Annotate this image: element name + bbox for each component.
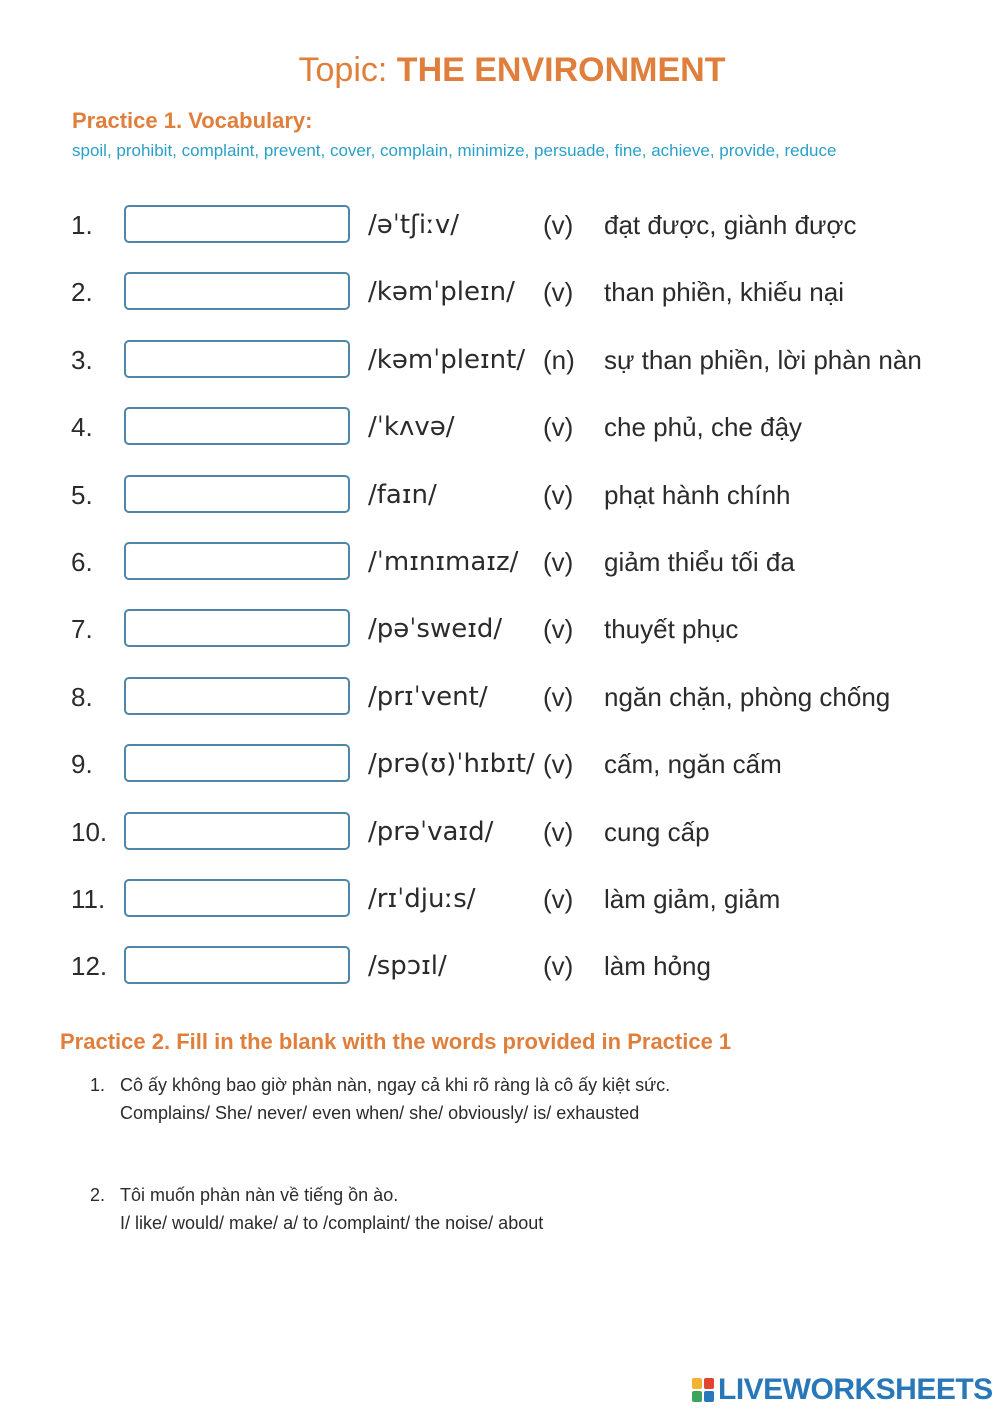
vocab-row bbox=[0, 879, 1000, 919]
vocab-meaning: cấm, ngăn cấm bbox=[604, 749, 782, 779]
vocab-row bbox=[0, 812, 1000, 852]
vocab-ipa: /prɪˈvent/ bbox=[368, 682, 488, 712]
vocab-part-of-speech: (v) bbox=[543, 480, 574, 510]
practice1-heading: Practice 1. Vocabulary: bbox=[72, 108, 313, 133]
vocab-answer-input[interactable] bbox=[124, 475, 350, 513]
vocab-row bbox=[0, 677, 1000, 717]
vocab-answer-input[interactable] bbox=[124, 879, 350, 917]
vocab-answer-input[interactable] bbox=[124, 542, 350, 580]
vocab-part-of-speech: (v) bbox=[543, 884, 574, 914]
vocab-ipa: /prə(ʊ)ˈhɪbɪt/ bbox=[368, 749, 535, 779]
vocab-number: 6. bbox=[71, 547, 93, 577]
practice1-word-list: spoil, prohibit, complaint, prevent, cover, complain, minimize, persuade, fine, achieve, provide, reduce bbox=[72, 141, 837, 160]
vocab-part-of-speech: (v) bbox=[543, 412, 574, 442]
vocab-row bbox=[0, 609, 1000, 649]
practice2-heading: Practice 2. Fill in the blank with the words provided in Practice 1 bbox=[60, 1029, 732, 1054]
vocab-meaning: sự than phiền, lời phàn nàn bbox=[604, 345, 922, 375]
vocab-ipa: /kəmˈpleɪnt/ bbox=[368, 345, 526, 375]
exercise-vietnamese: Cô ấy không bao giờ phàn nàn, ngay cả khi rõ ràng là cô ấy kiệt sức. bbox=[120, 1075, 671, 1095]
vocab-meaning: làm giảm, giảm bbox=[604, 884, 781, 914]
vocab-ipa: /spɔɪl/ bbox=[368, 951, 447, 981]
exercise-prompt: I/ like/ would/ make/ a/ to /complaint/ the noise/ about bbox=[120, 1213, 544, 1233]
vocab-row bbox=[0, 272, 1000, 312]
vocab-part-of-speech: (v) bbox=[543, 951, 574, 981]
vocab-part-of-speech: (v) bbox=[543, 547, 574, 577]
vocab-ipa: /pəˈsweɪd/ bbox=[368, 614, 503, 644]
vocab-meaning: che phủ, che đậy bbox=[604, 412, 803, 442]
vocab-part-of-speech: (v) bbox=[543, 817, 574, 847]
vocab-meaning: cung cấp bbox=[604, 817, 710, 847]
vocab-answer-input[interactable] bbox=[124, 205, 350, 243]
vocab-number: 1. bbox=[71, 210, 93, 240]
vocab-row bbox=[0, 744, 1000, 784]
liveworksheets-logo bbox=[692, 1373, 993, 1407]
vocab-ipa: /prəˈvaɪd/ bbox=[368, 817, 494, 847]
vocab-part-of-speech: (v) bbox=[543, 749, 574, 779]
logo-mark-icon bbox=[692, 1378, 714, 1402]
vocab-ipa: /faɪn/ bbox=[368, 480, 437, 510]
exercise-number: 2. bbox=[90, 1185, 106, 1205]
vocab-ipa: /ˈmɪnɪmaɪz/ bbox=[368, 547, 519, 577]
vocab-answer-input[interactable] bbox=[124, 407, 350, 445]
exercise-vietnamese: Tôi muốn phàn nàn về tiếng ồn ào. bbox=[120, 1185, 399, 1205]
vocab-number: 9. bbox=[71, 749, 93, 779]
vocab-ipa: /ˈkʌvə/ bbox=[368, 412, 455, 442]
vocab-number: 7. bbox=[71, 614, 93, 644]
vocab-ipa: /kəmˈpleɪn/ bbox=[368, 277, 515, 307]
vocab-number: 10. bbox=[71, 817, 108, 847]
vocab-part-of-speech: (v) bbox=[543, 614, 574, 644]
vocab-meaning: phạt hành chính bbox=[604, 480, 791, 510]
vocab-number: 8. bbox=[71, 682, 93, 712]
vocab-meaning: than phiền, khiếu nại bbox=[604, 277, 844, 307]
vocab-answer-input[interactable] bbox=[124, 609, 350, 647]
vocab-meaning: làm hỏng bbox=[604, 951, 711, 981]
title-topic-label: Topic: bbox=[298, 51, 388, 89]
page-title bbox=[0, 48, 1000, 92]
vocab-answer-input[interactable] bbox=[124, 946, 350, 984]
vocab-meaning: đạt được, giành được bbox=[604, 210, 857, 240]
vocab-number: 3. bbox=[71, 345, 93, 375]
vocab-answer-input[interactable] bbox=[124, 812, 350, 850]
vocab-answer-input[interactable] bbox=[124, 677, 350, 715]
vocab-part-of-speech: (v) bbox=[543, 210, 574, 240]
vocab-number: 5. bbox=[71, 480, 93, 510]
vocab-meaning: giảm thiểu tối đa bbox=[604, 547, 795, 577]
vocab-part-of-speech: (v) bbox=[543, 682, 574, 712]
vocab-ipa: /əˈtʃiːv/ bbox=[368, 210, 459, 240]
exercise-prompt: Complains/ She/ never/ even when/ she/ obviously/ is/ exhausted bbox=[120, 1103, 640, 1123]
vocab-row bbox=[0, 407, 1000, 447]
vocab-part-of-speech: (v) bbox=[543, 277, 574, 307]
vocab-answer-input[interactable] bbox=[124, 340, 350, 378]
vocab-answer-input[interactable] bbox=[124, 744, 350, 782]
vocab-number: 4. bbox=[71, 412, 93, 442]
vocab-meaning: thuyết phục bbox=[604, 614, 739, 644]
vocab-part-of-speech: (n) bbox=[543, 345, 575, 375]
vocab-row bbox=[0, 340, 1000, 380]
vocab-number: 11. bbox=[71, 884, 106, 914]
vocab-ipa: /rɪˈdjuːs/ bbox=[368, 884, 476, 914]
vocab-number: 12. bbox=[71, 951, 108, 981]
vocab-row bbox=[0, 475, 1000, 515]
vocab-answer-input[interactable] bbox=[124, 272, 350, 310]
exercise-number: 1. bbox=[90, 1075, 106, 1095]
vocab-number: 2. bbox=[71, 277, 93, 307]
vocab-row bbox=[0, 205, 1000, 245]
title-main: THE ENVIRONMENT bbox=[396, 51, 726, 89]
vocab-row bbox=[0, 542, 1000, 582]
vocab-row bbox=[0, 946, 1000, 986]
logo-text: LIVEWORKSHEETS bbox=[718, 1373, 993, 1406]
vocab-meaning: ngăn chặn, phòng chống bbox=[604, 682, 891, 712]
